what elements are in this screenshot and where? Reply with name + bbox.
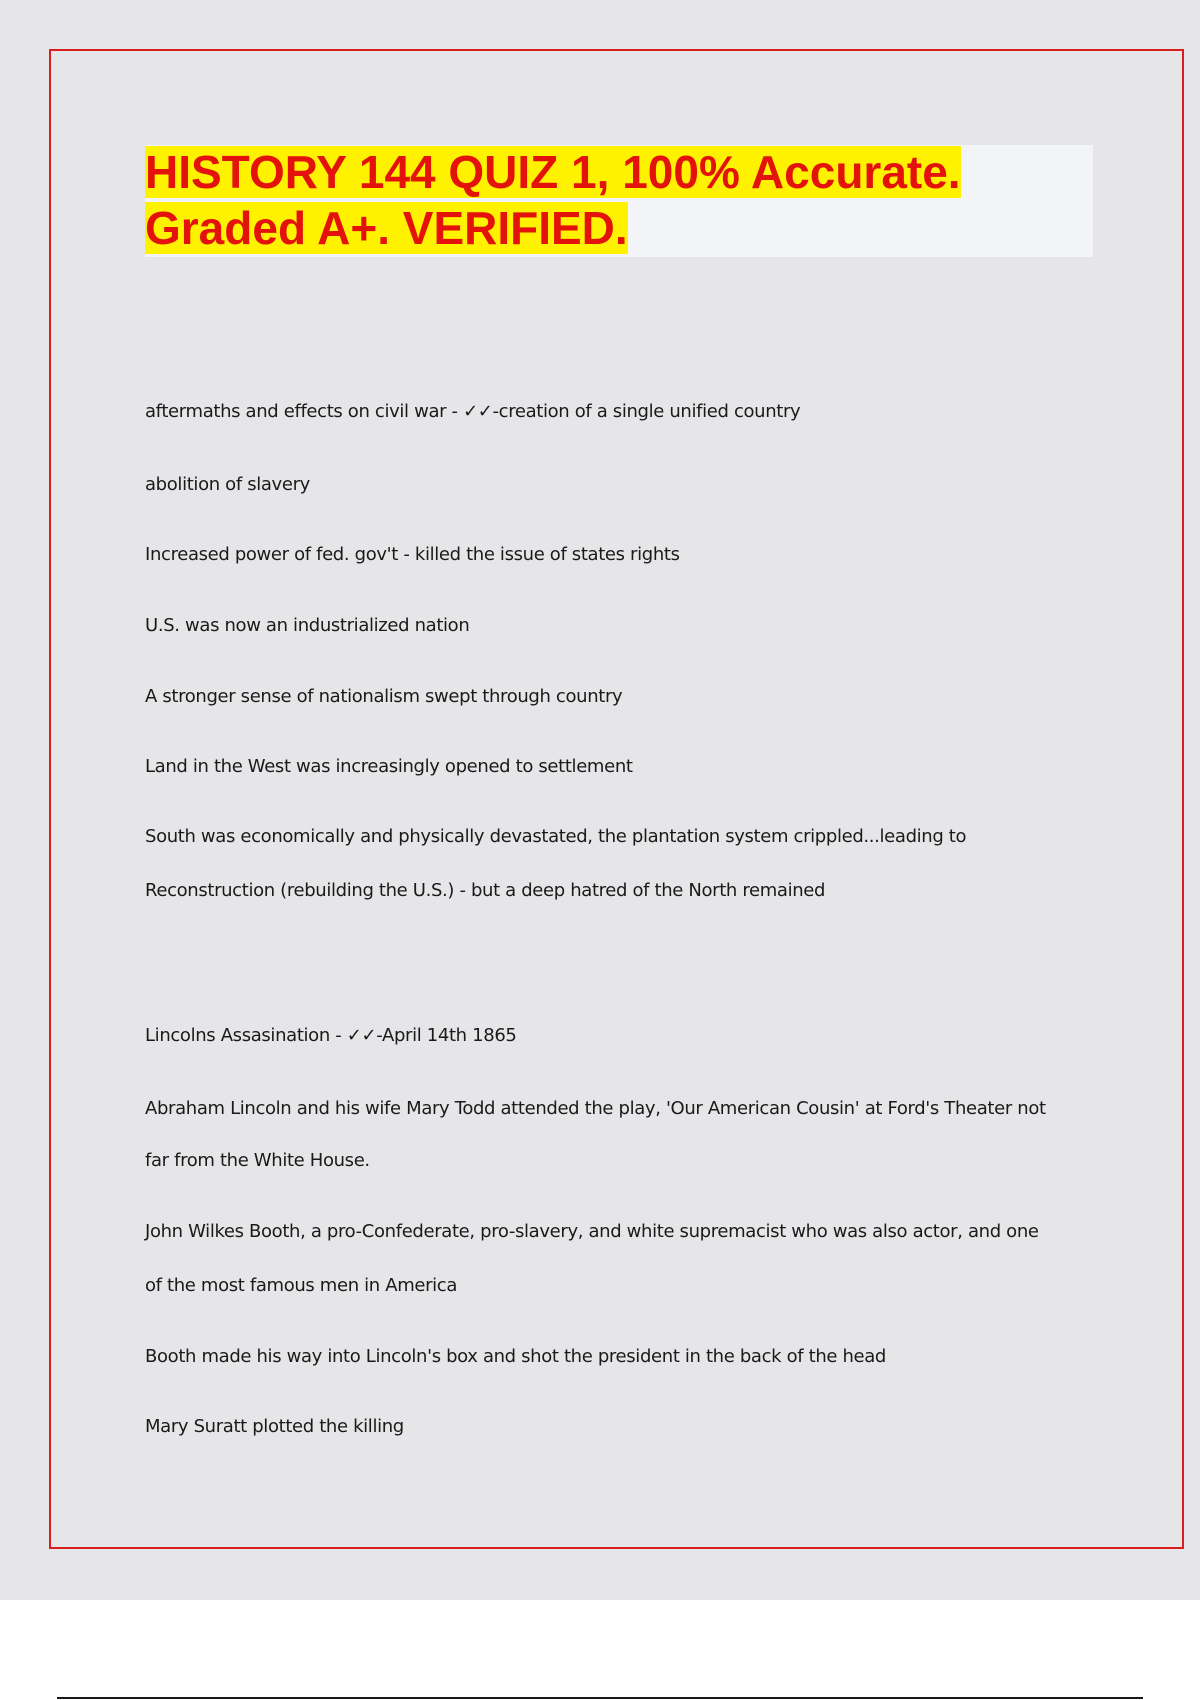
- answer-line: Reconstruction (rebuilding the U.S.) - but a deep hatred of the North remained: [145, 880, 826, 901]
- answer-line: far from the White House.: [145, 1150, 370, 1171]
- title-line-1: HISTORY 144 QUIZ 1, 100% Accurate.: [145, 146, 961, 198]
- answer-line: Booth made his way into Lincoln's box and shot the president in the back of the head: [145, 1346, 887, 1367]
- document-title: [145, 144, 1045, 256]
- answer-line: abolition of slavery: [145, 474, 310, 495]
- question-2: Lincolns Assasination - ✓✓-April 14th 1865: [145, 1025, 517, 1046]
- answer-line: Land in the West was increasingly opened to settlement: [145, 756, 633, 777]
- question-1: aftermaths and effects on civil war - ✓✓-creation of a single unified country: [145, 401, 801, 422]
- title-line-2: Graded A+. VERIFIED.: [145, 202, 628, 254]
- answer-line: Mary Suratt plotted the killing: [145, 1416, 404, 1437]
- answer-line: South was economically and physically devastated, the plantation system crippled...leading to: [145, 826, 967, 847]
- answer-line: U.S. was now an industrialized nation: [145, 615, 470, 636]
- page-border: [49, 49, 1184, 1549]
- answer-line: Abraham Lincoln and his wife Mary Todd attended the play, 'Our American Cousin' at Ford's Theater not: [145, 1098, 1046, 1119]
- answer-line: Increased power of fed. gov't - killed the issue of states rights: [145, 544, 680, 565]
- bottom-divider: [57, 1697, 1143, 1699]
- answer-line: of the most famous men in America: [145, 1275, 458, 1296]
- answer-line: A stronger sense of nationalism swept through country: [145, 686, 623, 707]
- answer-line: John Wilkes Booth, a pro-Confederate, pro-slavery, and white supremacist who was also actor, and one: [145, 1221, 1039, 1242]
